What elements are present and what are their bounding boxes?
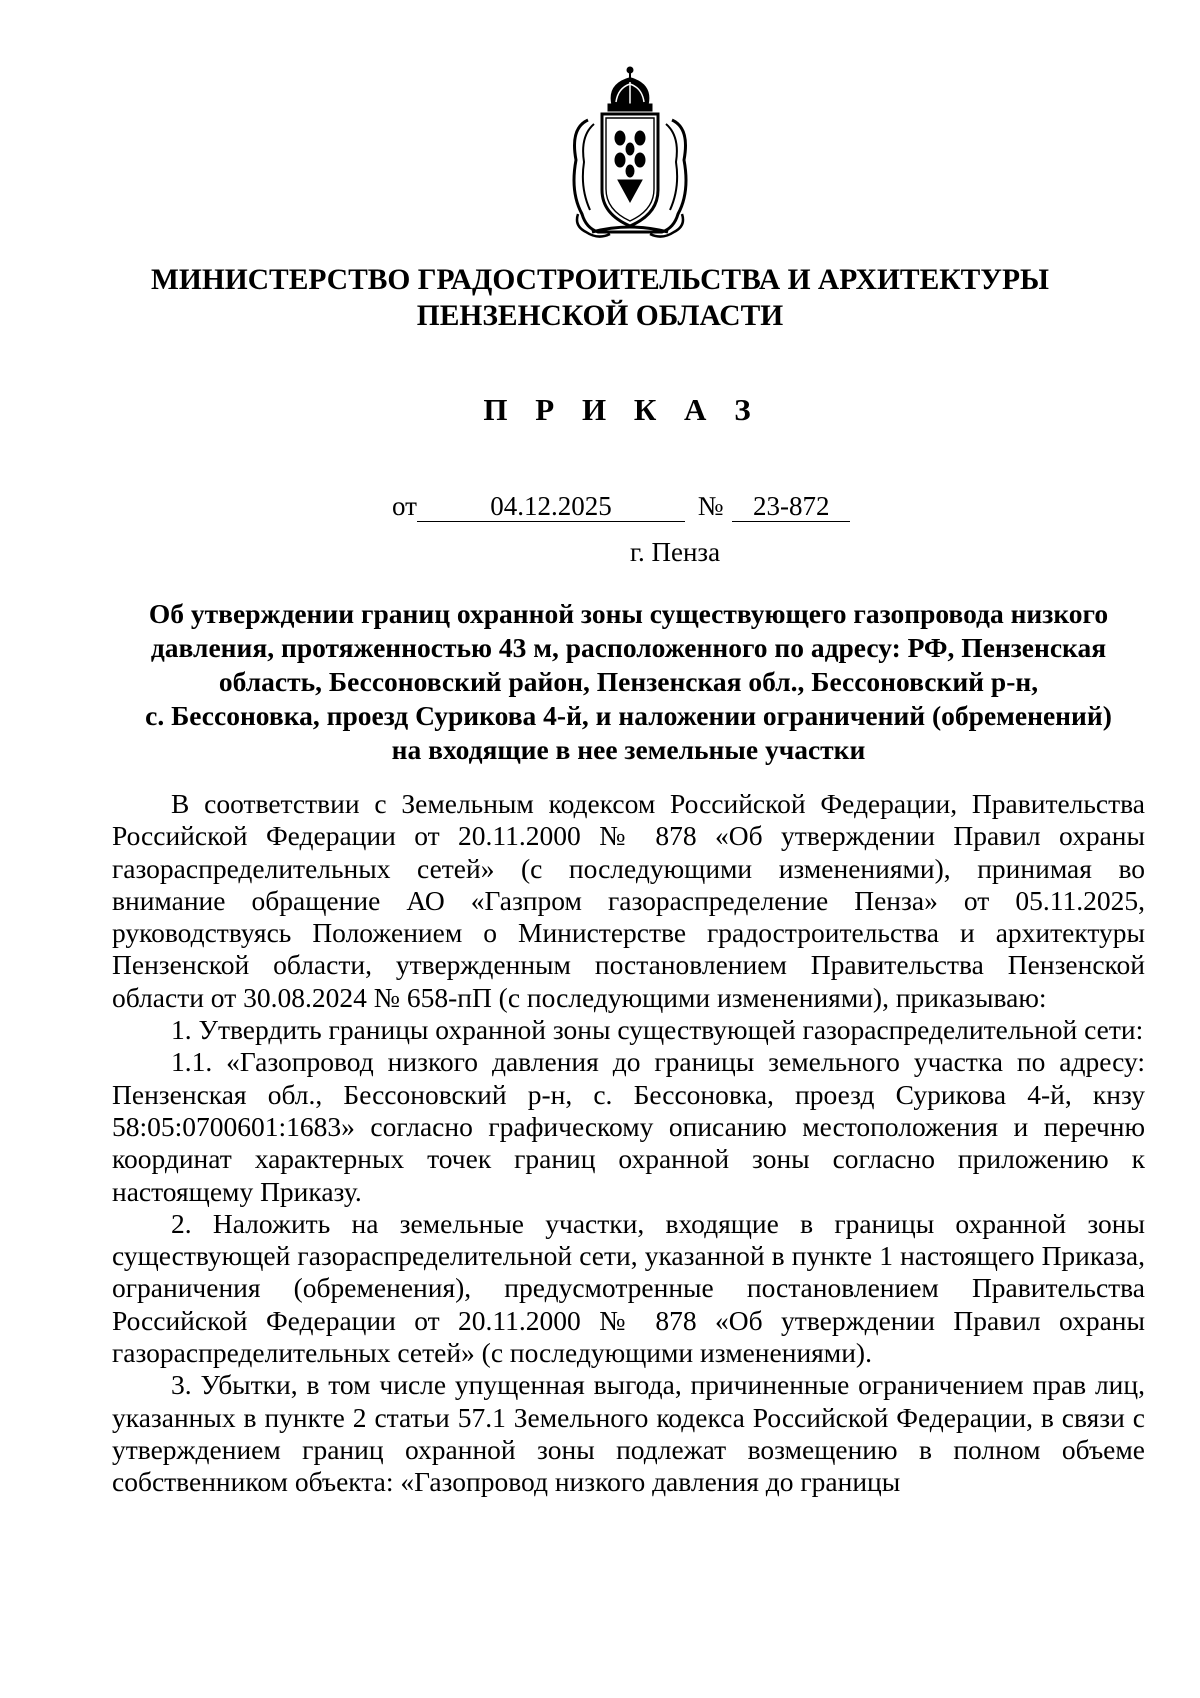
- ministry-line-1: МИНИСТЕРСТВО ГРАДОСТРОИТЕЛЬСТВА И АРХИТЕКТУРЫ: [151, 264, 1049, 296]
- clause-1: 1. Утвердить границы охранной зоны существующей газораспределительной сети:: [171, 1014, 1144, 1046]
- city-name: г. Пенза: [629, 537, 721, 567]
- document-type: [0, 392, 1200, 428]
- ministry-line-2: ПЕНЗЕНСКОЙ ОБЛАСТИ: [416, 300, 784, 332]
- date-prefix: от: [392, 491, 417, 521]
- order-body: [112, 788, 1145, 1499]
- order-number: 23-872: [732, 491, 850, 522]
- title-line: давления, протяженностью 43 м, расположенного по адресу: РФ, Пензенская: [150, 632, 1107, 663]
- coat-of-arms-icon: [568, 64, 692, 240]
- preamble-paragraph: В соответствии с Земельным кодексом Российской Федерации, Правительства Российской Федерации от 20.11.2000 № 878 «Об утверждении Правил охраны газораспределительных сетей» (с последующими изменениями), принимая во внимание обращение АО «Газпром газораспределение Пенза» от 05.11.2025, руководствуясь Положением о Министерстве градостроительства и архитектуры Пензенской области, утвержденным постановлением Правительства Пензенской области от 30.08.2024 № 658-пП (с последующими изменениями), приказываю:: [112, 788, 1145, 1013]
- city-line: [0, 537, 1200, 568]
- date-number-line: [392, 490, 850, 522]
- order-date: 04.12.2025: [417, 491, 685, 522]
- title-line: область, Бессоновский район, Пензенская обл., Бессоновский р-н,: [218, 666, 1039, 697]
- title-line: с. Бессоновка, проезд Сурикова 4-й, и наложении ограничений (обременений): [145, 700, 1112, 731]
- clause-1-1: 1.1. «Газопровод низкого давления до границы земельного участка по адресу: Пензенская обл., Бессоновский р-н, с. Бессоновка, проезд Сурикова 4-й, кнзу 58:05:0700601:1683» согласно графическому описанию местоположения и перечню координат характерных точек границ охранной зоны согласно приложению к настоящему Приказу.: [112, 1046, 1145, 1207]
- order-title: [112, 597, 1145, 767]
- clause-2: 2. Наложить на земельные участки, входящие в границы охранной зоны существующей газораспределительной сети, указанной в пункте 1 настоящего Приказа, ограничения (обременения), предусмотренные постановлением Правительства Российской Федерации от 20.11.2000 № 878 «Об утверждении Правил охраны газораспределительных сетей» (с последующими изменениями).: [112, 1207, 1145, 1369]
- title-line: Об утверждении границ охранной зоны существующего газопровода низкого: [148, 598, 1109, 629]
- number-prefix: №: [697, 491, 724, 521]
- clause-3: 3. Убытки, в том числе упущенная выгода, причиненные ограничением прав лиц, указанных в пункте 2 статьи 57.1 Земельного кодекса Российской Федерации, в связи с утверждением границ охранной зоны подлежат возмещению в полном объеме собственником объекта: «Газопровод низкого давления до границы: [112, 1369, 1145, 1498]
- document-type-label: П Р И К А З: [483, 392, 761, 427]
- title-line: на входящие в нее земельные участки: [391, 734, 866, 765]
- ministry-header: [0, 262, 1200, 334]
